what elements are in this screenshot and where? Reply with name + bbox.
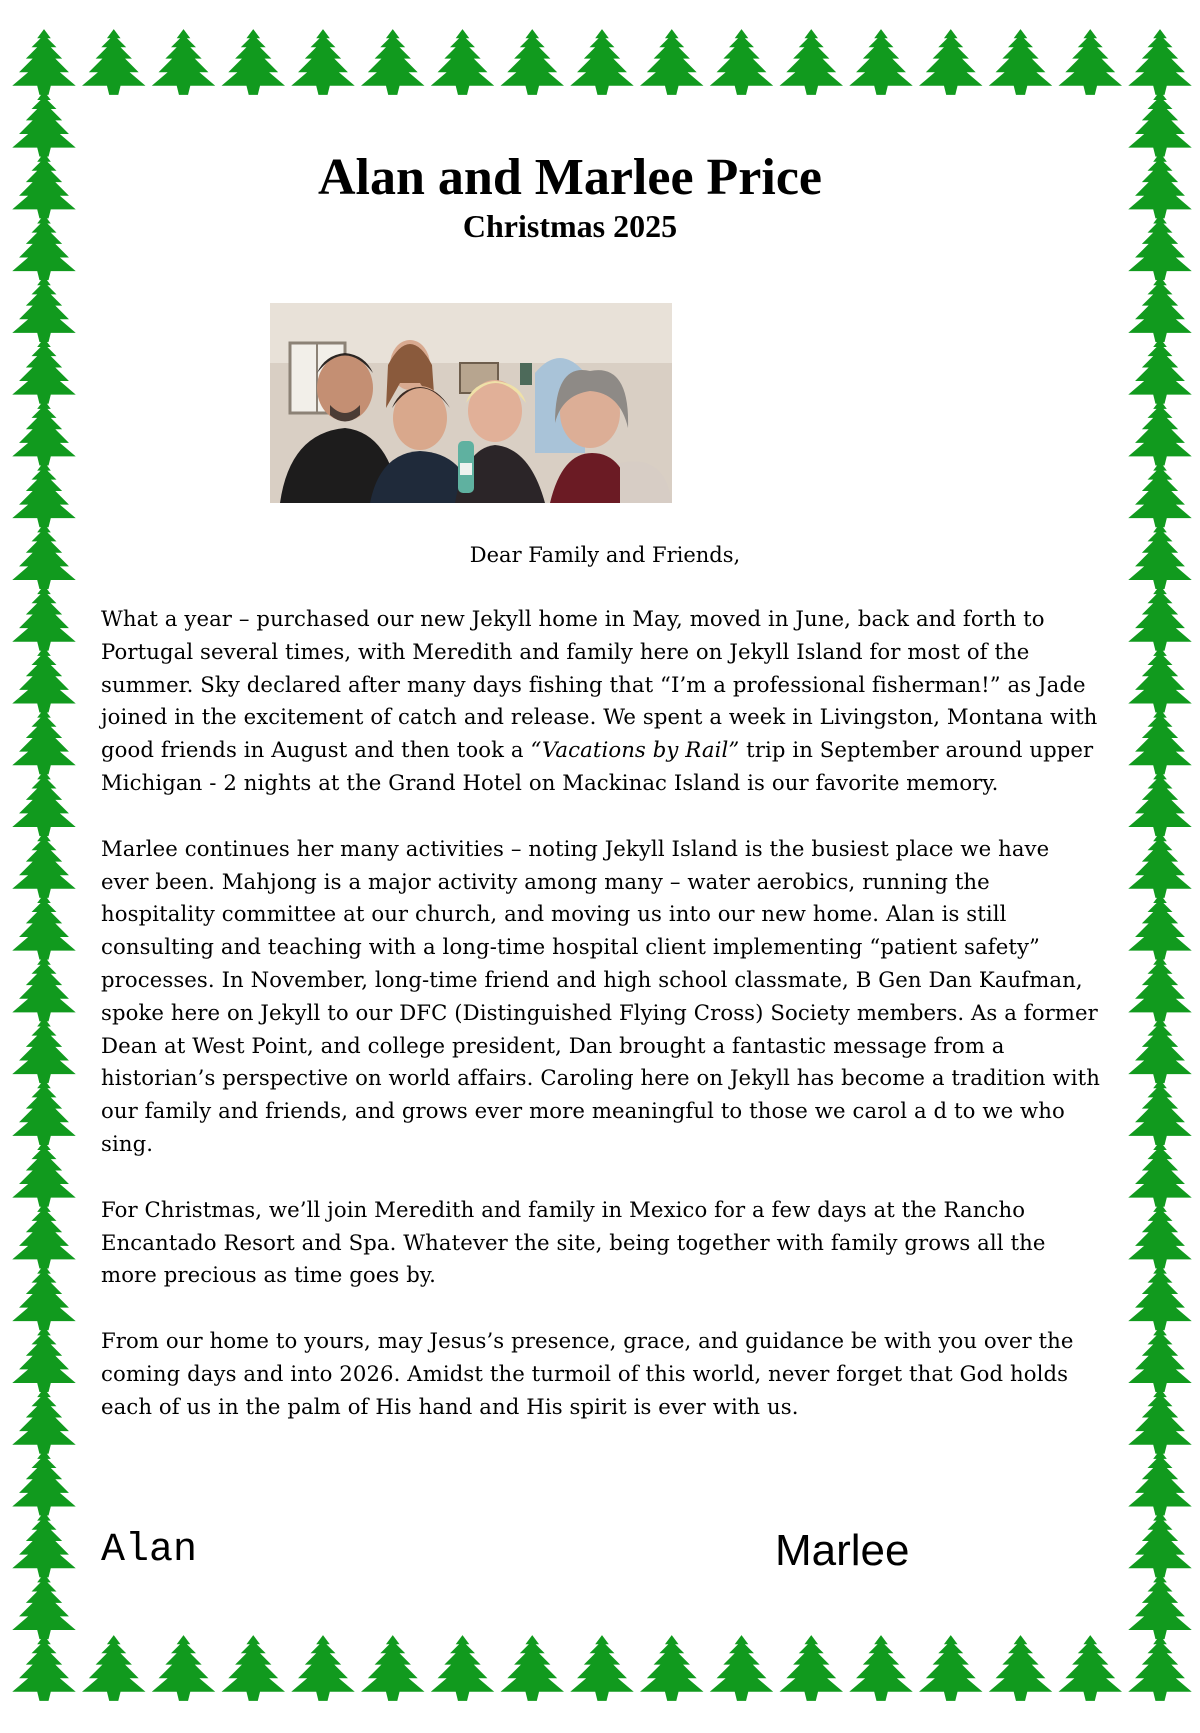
christmas-tree-icon — [1128, 91, 1191, 157]
christmas-tree-icon — [12, 1326, 75, 1392]
christmas-tree-icon — [1128, 1141, 1191, 1207]
christmas-tree-icon — [849, 29, 912, 95]
christmas-tree-icon — [291, 1635, 354, 1701]
christmas-tree-icon — [1128, 29, 1191, 95]
christmas-tree-icon — [12, 832, 75, 898]
paragraph-christmas-plans: For Christmas, we’ll join Meredith and family in Mexico for a few days at the Rancho Encantado Resort and Spa. Whatever the site, being together with family grows all the more precious as time goes by. — [101, 1196, 1046, 1288]
christmas-tree-icon — [12, 1450, 75, 1516]
christmas-tree-icon — [919, 29, 982, 95]
christmas-tree-icon — [640, 29, 703, 95]
christmas-tree-icon — [989, 29, 1052, 95]
christmas-tree-icon — [710, 1635, 773, 1701]
letter-subtitle: Christmas 2025 — [462, 208, 678, 244]
christmas-tree-icon — [222, 29, 285, 95]
christmas-tree-icon — [1128, 1079, 1191, 1145]
christmas-tree-icon — [12, 956, 75, 1022]
christmas-tree-icon — [989, 1635, 1052, 1701]
christmas-tree-icon — [431, 1635, 494, 1701]
letter-title: Alan and Marlee Price — [318, 149, 822, 206]
christmas-tree-icon — [12, 29, 75, 95]
paragraph-blessing: From our home to yours, may Jesus’s presence, grace, and guidance be with you over the coming days and into 2026. Amidst the turmoil of this world, never forget that God holds each of us in the palm of His hand and His spirit is ever with us. — [101, 1328, 1074, 1419]
christmas-tree-icon — [12, 1573, 75, 1639]
trip-name: “Vacations by Rail” — [530, 737, 740, 763]
christmas-tree-icon — [12, 91, 75, 157]
christmas-tree-icon — [1128, 585, 1191, 651]
christmas-tree-icon — [12, 1388, 75, 1454]
christmas-tree-icon — [1128, 1265, 1191, 1331]
christmas-tree-icon — [12, 1265, 75, 1331]
christmas-tree-icon — [501, 1635, 564, 1701]
christmas-tree-icon — [1128, 338, 1191, 404]
christmas-tree-icon — [1128, 894, 1191, 960]
christmas-tree-icon — [12, 585, 75, 651]
christmas-tree-icon — [12, 338, 75, 404]
christmas-tree-icon — [1128, 956, 1191, 1022]
letter-body — [101, 603, 1101, 1457]
christmas-tree-icon — [222, 1635, 285, 1701]
christmas-tree-icon — [12, 1017, 75, 1083]
christmas-tree-icon — [1128, 400, 1191, 466]
christmas-tree-icon — [1128, 1450, 1191, 1516]
christmas-tree-icon — [1128, 1512, 1191, 1578]
christmas-tree-icon — [1128, 1388, 1191, 1454]
christmas-tree-icon — [1128, 1203, 1191, 1269]
greeting: Dear Family and Friends, — [469, 543, 741, 567]
christmas-tree-icon — [1128, 832, 1191, 898]
christmas-tree-icon — [12, 400, 75, 466]
christmas-tree-icon — [570, 1635, 633, 1701]
christmas-tree-icon — [1059, 29, 1122, 95]
christmas-tree-icon — [82, 1635, 145, 1701]
christmas-tree-icon — [710, 29, 773, 95]
christmas-tree-icon — [780, 1635, 843, 1701]
christmas-tree-icon — [1128, 462, 1191, 528]
family-photo — [270, 303, 672, 503]
christmas-tree-icon — [12, 1203, 75, 1269]
christmas-tree-icon — [570, 29, 633, 95]
christmas-tree-icon — [12, 462, 75, 528]
christmas-tree-icon — [12, 770, 75, 836]
christmas-tree-icon — [12, 1141, 75, 1207]
christmas-tree-icon — [361, 29, 424, 95]
christmas-tree-icon — [1128, 1017, 1191, 1083]
christmas-tree-icon — [12, 276, 75, 342]
christmas-tree-icon — [849, 1635, 912, 1701]
christmas-tree-icon — [12, 709, 75, 775]
christmas-tree-icon — [1128, 647, 1191, 713]
christmas-tree-icon — [1128, 770, 1191, 836]
christmas-tree-icon — [12, 1635, 75, 1701]
christmas-tree-icon — [82, 29, 145, 95]
christmas-tree-icon — [12, 1079, 75, 1145]
christmas-tree-icon — [12, 647, 75, 713]
christmas-tree-icon — [361, 1635, 424, 1701]
christmas-tree-icon — [1128, 1326, 1191, 1392]
christmas-tree-icon — [640, 1635, 703, 1701]
christmas-tree-icon — [1128, 1635, 1191, 1701]
paragraph-year-recap: What a year – purchased our new Jekyll home in May, moved in June, back and forth to Portugal several times, with Meredith and family here on Jekyll Island for most of the summer. Sky declared after many days fishing that “I’m a professional fisherman!” as Jade joined in the excitement of catch and release. We spent a week in Livingston, Montana with good friends in August and then took a “Vacations by Rail” trip in September around upper Michigan - 2 nights at the Grand Hotel on Mackinac Island is our favorite memory. — [101, 606, 1098, 795]
signature-alan: Alan — [101, 1528, 198, 1573]
christmas-tree-icon — [919, 1635, 982, 1701]
christmas-tree-icon — [431, 29, 494, 95]
christmas-tree-icon — [12, 894, 75, 960]
signature-marlee: Marlee — [775, 1526, 910, 1575]
paragraph-activities: Marlee continues her many activities – noting Jekyll Island is the busiest place we have ever been. Mahjong is a major activity among many – water aerobics, running the hospitality committee at our church, and moving us into our new home. Alan is still consulting and teaching with a long-time hospital client implementing “patient safety” processes. In November, long-time friend and high school classmate, B Gen Dan Kaufman, spoke here on Jekyll to our DFC (Distinguished Flying Cross) Society members. As a former Dean at West Point, and college president, Dan brought a fantastic message from a historian’s perspective on world affairs. Caroling here on Jekyll has become a tradition with our family and friends, and grows ever more meaningful to those we carol a d to we who sing. — [101, 835, 1100, 1156]
christmas-tree-icon — [152, 1635, 215, 1701]
christmas-tree-icon — [1128, 1573, 1191, 1639]
christmas-tree-icon — [1128, 709, 1191, 775]
christmas-tree-icon — [291, 29, 354, 95]
christmas-tree-icon — [780, 29, 843, 95]
christmas-tree-icon — [1059, 1635, 1122, 1701]
christmas-tree-icon — [152, 29, 215, 95]
christmas-tree-icon — [12, 1512, 75, 1578]
christmas-tree-icon — [1128, 276, 1191, 342]
christmas-tree-icon — [501, 29, 564, 95]
